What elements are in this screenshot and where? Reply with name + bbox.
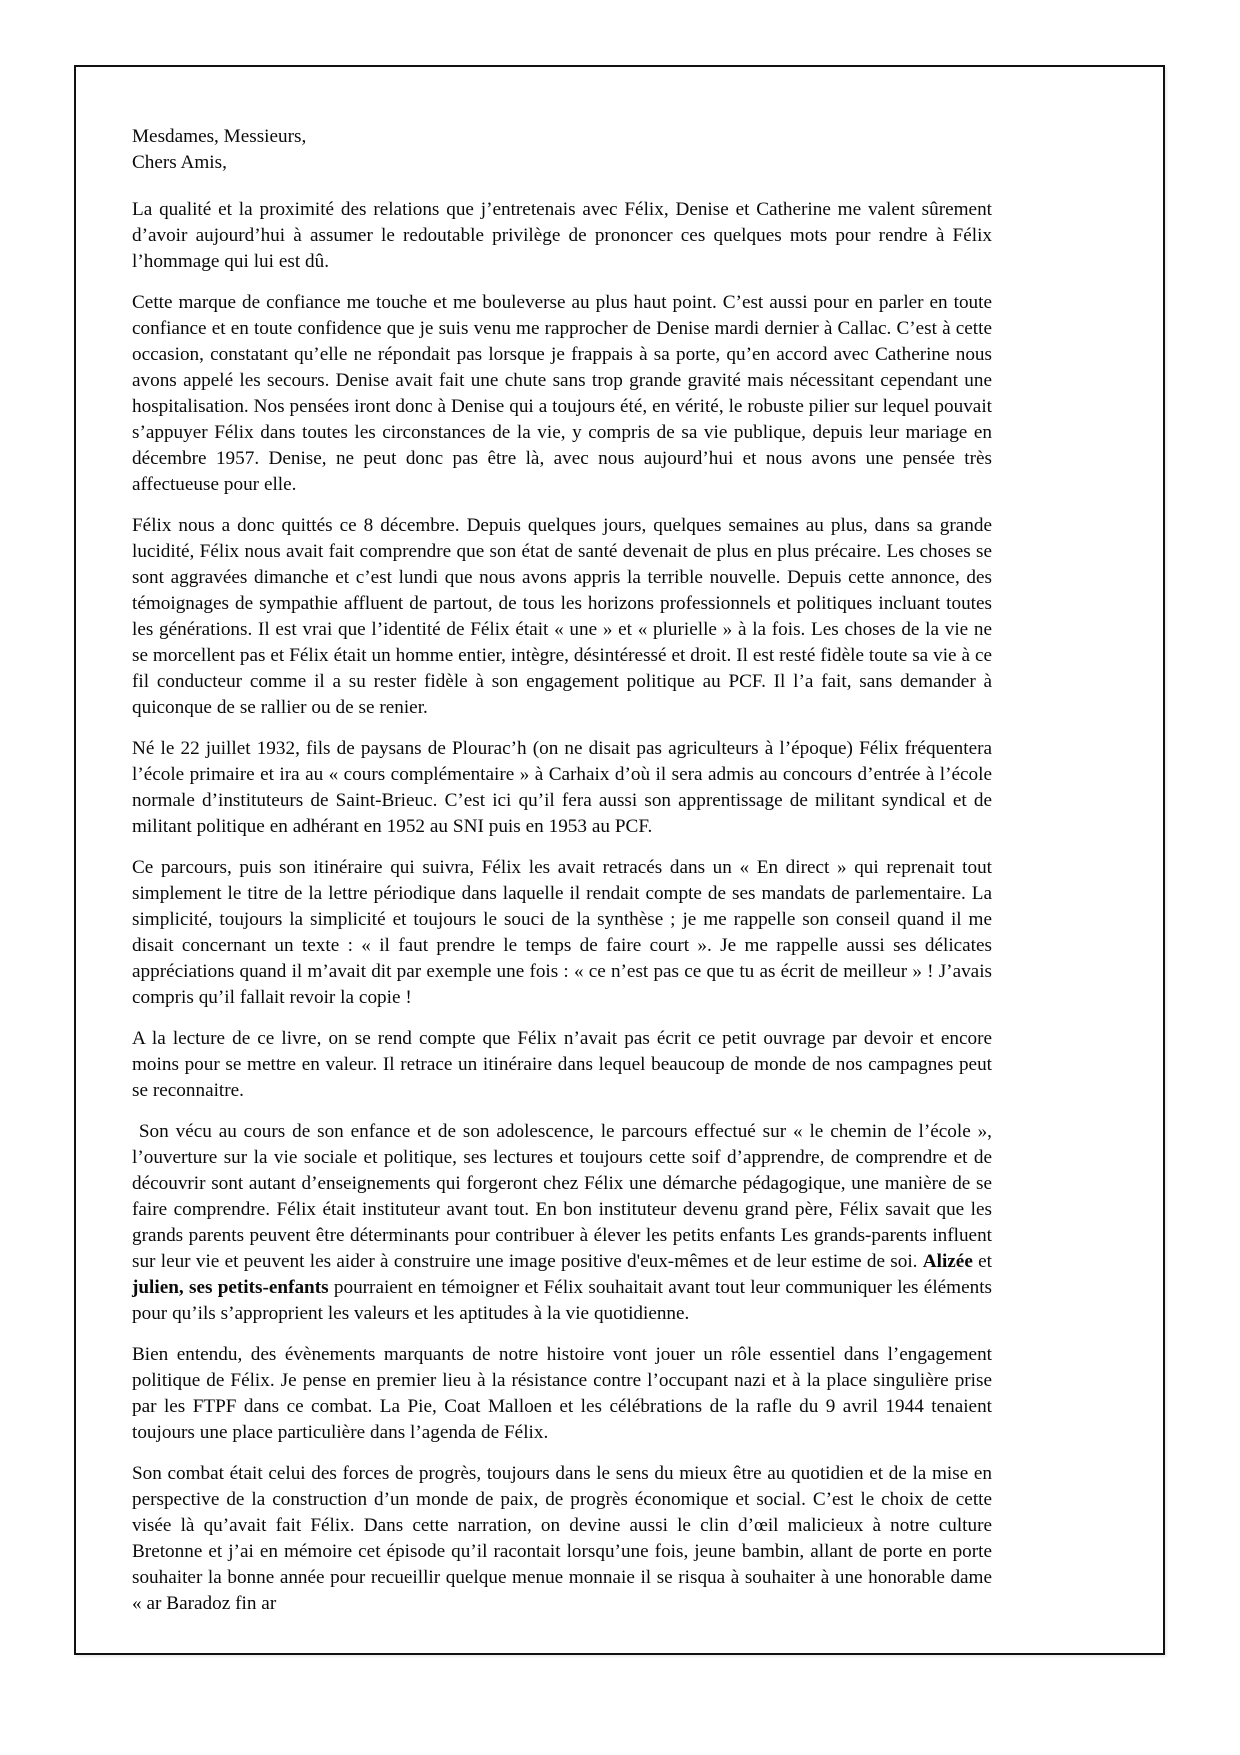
paragraph-1: La qualité et la proximité des relations que j’entretenais avec Félix, Denise et Catherine me valent sûrement d’avoir aujourd’hui à assumer le redoutable privilège de prononcer ces quelques mots pour rendre à Félix l’hommage qui lui est dû.	[132, 198, 992, 272]
grandchild-name-alizee: Alizée	[922, 1251, 973, 1273]
grandchild-name-julien: julien, ses petits-enfants	[132, 1277, 329, 1299]
paragraph-7-run-2: pourraient en témoigner et Félix souhaitait avant tout leur communiquer les éléments pour qu’ils s’approprient les valeurs et les aptitudes à la vie quotidienne.	[132, 1277, 993, 1325]
paragraph-8: Bien entendu, des évènements marquants de notre histoire vont jouer un rôle essentiel dans l’engagement politique de Félix. Je pense en premier lieu à la résistance contre l’occupant nazi et à la place singulière prise par les FTPF dans ce combat. La Pie, Coat Malloen et les célébrations de la rafle du 9 avril 1944 tenaient toujours une place particulière dans l’agenda de Félix.	[132, 1344, 992, 1444]
document-text-body	[132, 124, 992, 1617]
paragraph-7-run-1: Son vécu au cours de son enfance et de son adolescence, le parcours effectué sur « le chemin de l’école », l’ouverture sur la vie sociale et politique, ses lectures et toujours cette soif d’apprendre, de comprendre et de découvrir sont autant d’enseignements qui forgeront chez Félix une démarche pédagogique, une manière de se faire comprendre. Félix était instituteur avant tout. En bon instituteur devenu grand père, Félix savait que les grands parents peuvent être déterminants pour contribuer à élever les petits enfants Les grands-parents influent sur leur vie et peuvent les aider à construire une image positive d'eux-mêmes et de leur estime de soi.	[132, 1121, 992, 1273]
paragraph-5: Ce parcours, puis son itinéraire qui suivra, Félix les avait retracés dans un « En direct » qui reprenait tout simplement le titre de la lettre périodique dans laquelle il rendait compte de ses mandats de parlementaire. La simplicité, toujours la simplicité et toujours le souci de la synthèse ; je me rappelle son conseil quand il me disait concernant un texte : « il faut prendre le temps de faire court ». Je me rappelle aussi ses délicates appréciations quand il m’avait dit par exemple une fois : « ce n’est pas ce que tu as écrit de meilleur » ! J’avais compris qu’il fallait revoir la copie !	[132, 856, 992, 1009]
page-border-frame	[74, 65, 1165, 1655]
paragraph-9: Son combat était celui des forces de progrès, toujours dans le sens du mieux être au quotidien et de la mise en perspective de la construction d’un monde de paix, de progrès économique et social. C’est le choix de cette visée là qu’avait fait Félix. Dans cette narration, on devine aussi le clin d’œil malicieux à notre culture Bretonne et j’ai en mémoire cet épisode qu’il racontait lorsqu’une fois, jeune bambin, allant de porte en porte souhaiter la bonne année pour recueillir quelque menue monnaie il se risqua à souhaiter à une honorable dame « ar Baradoz fin ar	[132, 1463, 992, 1615]
paragraph-6: A la lecture de ce livre, on se rend compte que Félix n’avait pas écrit ce petit ouvrage par devoir et encore moins pour se mettre en valeur. Il retrace un itinéraire dans lequel beaucoup de monde de nos campagnes peut se reconnaitre.	[132, 1028, 992, 1102]
paragraph-7	[132, 1119, 992, 1327]
paragraph-4: Né le 22 juillet 1932, fils de paysans de Plourac’h (on ne disait pas agriculteurs à l’époque) Félix fréquentera l’école primaire et ira au « cours complémentaire » à Carhaix d’où il sera admis au concours d’entrée à l’école normale d’instituteurs de Saint-Brieuc. C’est ici qu’il fera aussi son apprentissage de militant syndical et de militant politique en adhérant en 1952 au SNI puis en 1953 au PCF.	[132, 737, 992, 837]
salutation-line-2: Chers Amis,	[132, 152, 227, 174]
salutation-line-1: Mesdames, Messieurs,	[132, 126, 307, 147]
paragraph-7-conjunction: et	[972, 1251, 992, 1273]
salutation-block	[132, 124, 992, 177]
paragraph-3: Félix nous a donc quittés ce 8 décembre. Depuis quelques jours, quelques semaines au plus, dans sa grande lucidité, Félix nous avait fait comprendre que son état de santé devenait de plus en plus précaire. Les choses se sont aggravées dimanche et c’est lundi que nous avons appris la terrible nouvelle. Depuis cette annonce, des témoignages de sympathie affluent de partout, de tous les horizons professionnels et politiques incluant toutes les générations. Il est vrai que l’identité de Félix était « une » et « plurielle » à la fois. Les choses de la vie ne se morcellent pas et Félix était un homme entier, intègre, désintéressé et droit. Il est resté fidèle toute sa vie à ce fil conducteur comme il a su rester fidèle à son engagement politique au PCF. Il l’a fait, sans demander à quiconque de se rallier ou de se renier.	[132, 514, 992, 718]
paragraph-2: Cette marque de confiance me touche et me bouleverse au plus haut point. C’est aussi pour en parler en toute confiance et en toute confidence que je suis venu me rapprocher de Denise mardi dernier à Callac. C’est à cette occasion, constatant qu’elle ne répondait pas lorsque je frappais à sa porte, qu’en accord avec Catherine nous avons appelé les secours. Denise avait fait une chute sans trop grande gravité mais nécessitant cependant une hospitalisation. Nos pensées iront donc à Denise qui a toujours été, en vérité, le robuste pilier sur lequel pouvait s’appuyer Félix dans toutes les circonstances de la vie, y compris de sa vie publique, depuis leur mariage en décembre 1957. Denise, ne peut donc pas être là, avec nous aujourd’hui et nous avons une pensée très affectueuse pour elle.	[132, 291, 992, 495]
